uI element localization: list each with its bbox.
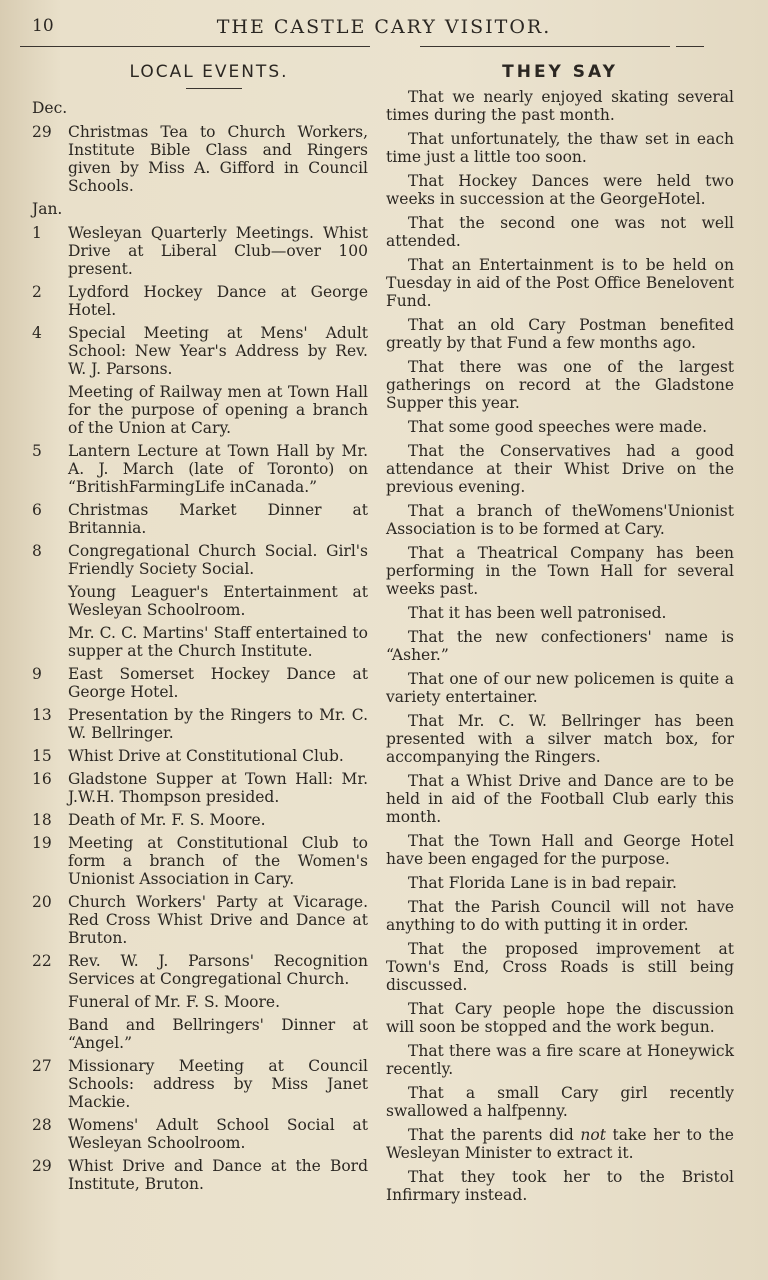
event-text: Death of Mr. F. S. Moore. bbox=[68, 811, 266, 829]
event-text: Band and Bellringers' Dinner at “Angel.” bbox=[68, 1016, 368, 1052]
event-entry bbox=[32, 224, 368, 278]
event-text: Gladstone Supper at Town Hall: Mr. J.W.H. Thompson presided. bbox=[68, 770, 368, 806]
event-text: Missionary Meeting at Council Schools: address by Miss Janet Mackie. bbox=[68, 1057, 368, 1111]
event-day: 8 bbox=[32, 542, 42, 560]
header-rule-right bbox=[420, 46, 670, 47]
event-entry bbox=[32, 770, 368, 806]
event-entry bbox=[32, 811, 368, 829]
event-day: 6 bbox=[32, 501, 42, 519]
event-text: Lantern Lecture at Town Hall by Mr. A. J. March (late of Toronto) on “BritishFarmingLife inCanada.” bbox=[68, 442, 368, 496]
event-day: 16 bbox=[32, 770, 52, 788]
event-text: Special Meeting at Mens' Adult School: New Year's Address by Rev. W. J. Parsons. bbox=[68, 324, 368, 378]
event-text: Womens' Adult School Social at Wesleyan Schoolroom. bbox=[68, 1116, 368, 1152]
header-rule-right-end bbox=[676, 46, 704, 47]
event-entry bbox=[32, 1157, 368, 1193]
event-day: 1 bbox=[32, 224, 42, 242]
event-entry bbox=[32, 542, 368, 578]
they-say-item: That unfortunately, the thaw set in each time just a little too soon. bbox=[386, 130, 734, 166]
event-entry bbox=[32, 665, 368, 701]
event-day: 4 bbox=[32, 324, 42, 342]
local-events-heading: LOCAL EVENTS. bbox=[129, 62, 289, 82]
event-entry bbox=[32, 283, 368, 319]
event-text: Whist Drive and Dance at the Bord Institute, Bruton. bbox=[68, 1157, 368, 1193]
event-text: Presentation by the Ringers to Mr. C. W. Bellringer. bbox=[68, 706, 368, 742]
running-title: THE CASTLE CARY VISITOR. bbox=[216, 16, 552, 38]
they-say-item: That Mr. C. W. Bellringer has been presented with a silver match box, for accompanying the Ringers. bbox=[386, 712, 734, 766]
event-day: 15 bbox=[32, 747, 52, 765]
event-entry bbox=[32, 952, 368, 988]
event-entry bbox=[32, 624, 368, 660]
event-day: 13 bbox=[32, 706, 52, 724]
event-day: 29 bbox=[32, 123, 52, 141]
event-entry bbox=[32, 324, 368, 378]
event-entry bbox=[32, 834, 368, 888]
event-entry bbox=[32, 123, 368, 195]
they-say-item: That an old Cary Postman benefited greatly by that Fund a few months ago. bbox=[386, 316, 734, 352]
they-say-item: That Hockey Dances were held two weeks in succession at the GeorgeHotel. bbox=[386, 172, 734, 208]
event-day: 22 bbox=[32, 952, 52, 970]
they-say-item: That one of our new policemen is quite a variety entertainer. bbox=[386, 670, 734, 706]
they-say-item: That the second one was not well attended. bbox=[386, 214, 734, 250]
they-say-item: That the Conservatives had a good attendance at their Whist Drive on the previous evening. bbox=[386, 442, 734, 496]
month-label: Jan. bbox=[32, 200, 63, 218]
events-list bbox=[32, 99, 368, 1193]
event-text: Church Workers' Party at Vicarage. Red Cross Whist Drive and Dance at Bruton. bbox=[68, 893, 368, 947]
event-text: East Somerset Hockey Dance at George Hotel. bbox=[68, 665, 368, 701]
event-day: 2 bbox=[32, 283, 42, 301]
event-day: 27 bbox=[32, 1057, 52, 1075]
they-say-item: That a Theatrical Company has been performing in the Town Hall for several weeks past. bbox=[386, 544, 734, 598]
they-say-heading: THEY SAY bbox=[502, 62, 618, 82]
event-text: Young Leaguer's Entertainment at Wesleyan Schoolroom. bbox=[68, 583, 368, 619]
event-day: 18 bbox=[32, 811, 52, 829]
event-entry bbox=[32, 1016, 368, 1052]
event-day: 28 bbox=[32, 1116, 52, 1134]
event-entry bbox=[32, 706, 368, 742]
they-say-item: That they took her to the Bristol Infirmary instead. bbox=[386, 1168, 734, 1204]
they-say-item: That the proposed improvement at Town's End, Cross Roads is still being discussed. bbox=[386, 940, 734, 994]
event-day: 9 bbox=[32, 665, 42, 683]
event-text: Funeral of Mr. F. S. Moore. bbox=[68, 993, 281, 1011]
event-text: Meeting of Railway men at Town Hall for the purpose of opening a branch of the Union at Cary. bbox=[68, 383, 368, 437]
event-entry bbox=[32, 383, 368, 437]
they-say-item: That a branch of theWomens'Unionist Association is to be formed at Cary. bbox=[386, 502, 734, 538]
they-say-item: That it has been well patronised. bbox=[408, 604, 667, 622]
they-say-item: That the parents did not take her to the Wesleyan Minister to extract it. bbox=[386, 1126, 734, 1162]
event-text: Christmas Market Dinner at Britannia. bbox=[68, 501, 368, 537]
event-text: Lydford Hockey Dance at George Hotel. bbox=[68, 283, 368, 319]
event-text: Congregational Church Social. Girl's Friendly Society Social. bbox=[68, 542, 368, 578]
page-header bbox=[32, 10, 736, 40]
heading-divider bbox=[186, 88, 242, 89]
they-say-item: That Cary people hope the discussion will soon be stopped and the work begun. bbox=[386, 1000, 734, 1036]
month-label: Dec. bbox=[32, 99, 68, 117]
event-day: 19 bbox=[32, 834, 52, 852]
they-say-item: That a small Cary girl recently swallowed a halfpenny. bbox=[386, 1084, 734, 1120]
event-day: 29 bbox=[32, 1157, 52, 1175]
they-say-item: That there was one of the largest gatherings on record at the Gladstone Supper this year. bbox=[386, 358, 734, 412]
event-entry bbox=[32, 1057, 368, 1111]
event-entry bbox=[32, 747, 368, 765]
they-say-item: That the Parish Council will not have anything to do with putting it in order. bbox=[386, 898, 734, 934]
they-say-item: That Florida Lane is in bad repair. bbox=[408, 874, 677, 892]
they-say-item: That a Whist Drive and Dance are to be held in aid of the Football Club early this month. bbox=[386, 772, 734, 826]
they-say-item: That we nearly enjoyed skating several times during the past month. bbox=[386, 88, 734, 124]
they-say-column bbox=[386, 62, 734, 1210]
event-entry bbox=[32, 442, 368, 496]
emphasis-not: not bbox=[580, 1126, 606, 1144]
event-text: Rev. W. J. Parsons' Recognition Services at Congregational Church. bbox=[68, 952, 368, 988]
event-day: 20 bbox=[32, 893, 52, 911]
page-number: 10 bbox=[32, 16, 54, 36]
event-text: Meeting at Constitutional Club to form a branch of the Women's Unionist Association in Cary. bbox=[68, 834, 368, 888]
they-say-item: That the Town Hall and George Hotel have been engaged for the purpose. bbox=[386, 832, 734, 868]
header-rule-left bbox=[20, 46, 370, 47]
local-events-column bbox=[32, 62, 368, 1198]
they-say-item: That an Entertainment is to be held on Tuesday in aid of the Post Office Benelovent Fund. bbox=[386, 256, 734, 310]
they-say-list bbox=[386, 88, 734, 1120]
event-entry bbox=[32, 993, 368, 1011]
event-entry bbox=[32, 501, 368, 537]
event-text: Christmas Tea to Church Workers, Institute Bible Class and Ringers given by Miss A. Gifford in Council Schools. bbox=[68, 123, 368, 195]
event-entry bbox=[32, 893, 368, 947]
they-say-item: That some good speeches were made. bbox=[408, 418, 708, 436]
they-say-item: That there was a fire scare at Honeywick recently. bbox=[386, 1042, 734, 1078]
event-day: 5 bbox=[32, 442, 42, 460]
event-text: Mr. C. C. Martins' Staff entertained to supper at the Church Institute. bbox=[68, 624, 368, 660]
event-text: Wesleyan Quarterly Meetings. Whist Drive at Liberal Club—over 100 present. bbox=[68, 224, 368, 278]
event-entry bbox=[32, 1116, 368, 1152]
event-text: Whist Drive at Constitutional Club. bbox=[68, 747, 344, 765]
they-say-item: That the new confectioners' name is “Asher.” bbox=[386, 628, 734, 664]
event-entry bbox=[32, 583, 368, 619]
